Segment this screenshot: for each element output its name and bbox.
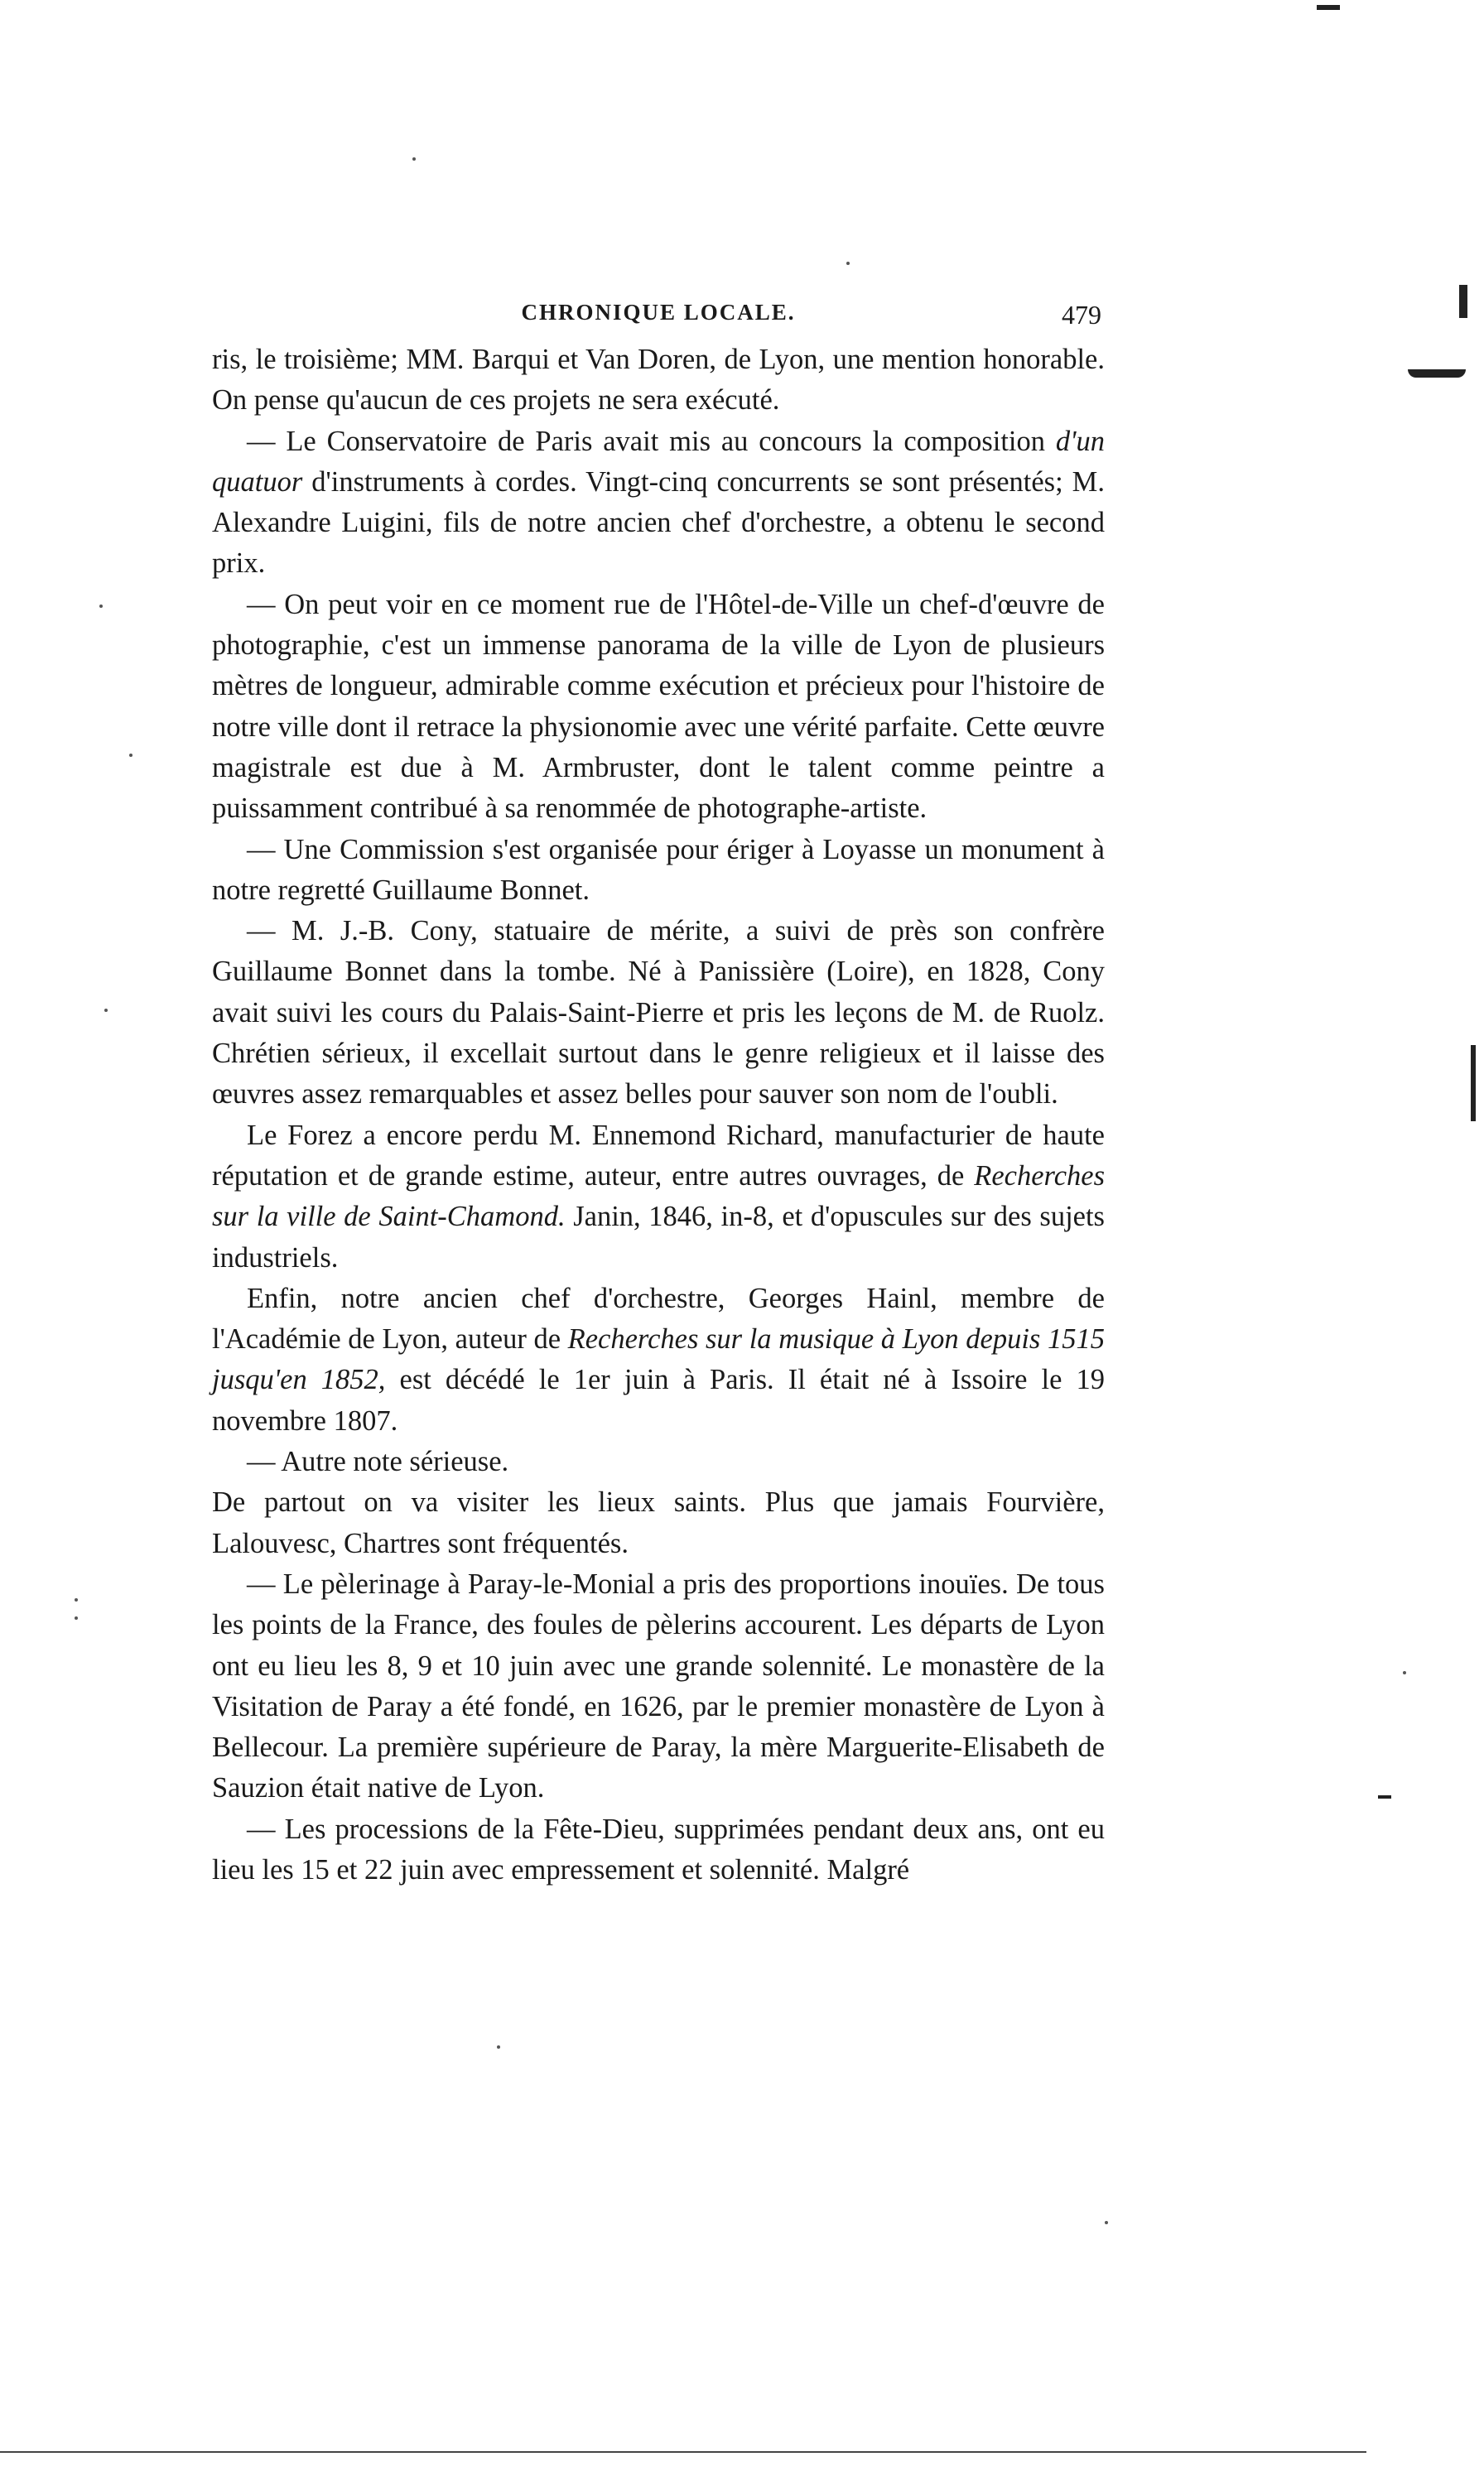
text-run: Janin, 1846, in-8, et d'opuscules sur des sujets industriels.: [212, 1201, 1105, 1274]
text-run: d'instruments à cordes. Vingt-cinq concurrents se sont présentés; M. Alexandre Luigini, fils de notre ancien chef d'orchestre, a obtenu le second prix.: [212, 465, 1105, 580]
paragraph: [212, 1482, 1105, 1564]
running-header: [215, 300, 1101, 336]
paragraph: [212, 1442, 1105, 1482]
paragraph: [212, 1564, 1105, 1809]
paragraph: [212, 1115, 1105, 1279]
paragraph: [212, 911, 1105, 1115]
text-run: ris, le troisième; MM. Barqui et Van Doren, de Lyon, une mention honorable. On pense qu'aucun de ces projets ne sera exécuté.: [212, 344, 1105, 417]
paragraph: [212, 421, 1105, 585]
running-title: CHRONIQUE LOCALE.: [521, 300, 796, 325]
scan-speck: [104, 1009, 108, 1012]
text-run: — Une Commission s'est organisée pour ériger à Loyasse un monument à notre regretté Guillaume Bonnet.: [212, 833, 1105, 906]
scan-mark-right-bar: [1471, 1045, 1476, 1121]
scan-mark-right-dash: [1378, 1795, 1391, 1799]
scan-speck: [412, 157, 416, 161]
scan-mark-right-top: [1459, 285, 1467, 318]
paragraph: [212, 1279, 1105, 1442]
italic-title: Recherches sur la ville de Saint-Chamond.: [212, 1159, 1105, 1233]
text-run: — Les processions de la Fête-Dieu, supprimées pendant deux ans, ont eu lieu les 15 et 22 juin avec empressement et solennité. Malgré: [212, 1813, 1105, 1886]
scan-speck: [1105, 2221, 1108, 2224]
body-text: [212, 340, 1105, 1891]
scan-speck: [75, 1598, 78, 1602]
paragraph: [212, 1809, 1105, 1891]
italic-title: d'un quatuor: [212, 425, 1105, 498]
text-run: Enfin, notre ancien chef d'orchestre, Georges Hainl, membre de l'Académie de Lyon, auteur de: [212, 1282, 1105, 1356]
text-run: — On peut voir en ce moment rue de l'Hôtel-de-Ville un chef-d'œuvre de photographie, c'est un immense panorama de la ville de Lyon de plusieurs mètres de longueur, admirable comme exécution et précieux pour l'histoire de notre ville dont il retrace la physionomie avec une vérité parfaite. Cette œuvre magistrale est due à M. Armbruster, dont le talent comme peintre a puissamment contribué à sa renommée de photographe-artiste.: [212, 588, 1105, 825]
text-run: De partout on va visiter les lieux saints. Plus que jamais Fourvière, Lalouvesc, Chartres sont fréquentés.: [212, 1486, 1105, 1559]
text-run: — M. J.-B. Cony, statuaire de mérite, a suivi de près son confrère Guillaume Bonnet dans la tombe. Né à Panissière (Loire), en 1828, Cony avait suivi les cours du Palais-Saint-Pierre et pris les leçons de M. de Ruolz. Chrétien sérieux, il excellait surtout dans le genre religieux et il laisse des œuvres assez remarquables et assez belles pour sauver son nom de l'oubli.: [212, 915, 1105, 1110]
paragraph: [212, 340, 1105, 421]
text-run: — Le pèlerinage à Paray-le-Monial a pris des proportions inouïes. De tous les points de la France, des foules de pèlerins accourent. Les départs de Lyon ont eu lieu les 8, 9 et 10 juin avec une grande solennité. Le monastère de la Visitation de Paray a été fondé, en 1626, par le premier monastère de Lyon à Bellecour. La première supérieure de Paray, la mère Marguerite-Elisabeth de Sauzion était native de Lyon.: [212, 1568, 1105, 1804]
scan-speck: [75, 1616, 78, 1620]
text-run: est décédé le 1er juin à Paris. Il était né à Issoire le 19 novembre 1807.: [212, 1364, 1106, 1437]
scan-mark-right-curve: [1408, 369, 1466, 378]
text-run: — Le Conservatoire de Paris avait mis au concours la composition: [247, 425, 1056, 457]
scan-bottom-rule: [0, 2451, 1366, 2453]
scan-speck: [129, 754, 132, 757]
scan-speck: [846, 262, 850, 265]
scan-mark-top: [1317, 5, 1340, 10]
scan-speck: [1403, 1671, 1406, 1674]
paragraph: [212, 830, 1105, 912]
scan-speck: [99, 605, 103, 608]
scan-speck: [497, 2045, 500, 2049]
text-run: Le Forez a encore perdu M. Ennemond Richard, manufacturier de haute réputation et de grande estime, auteur, entre autres ouvrages, de: [212, 1119, 1105, 1192]
italic-title: Recherches sur la musique à Lyon depuis 1515 jusqu'en 1852,: [212, 1323, 1105, 1396]
text-run: — Autre note sérieuse.: [247, 1446, 509, 1478]
paragraph: [212, 585, 1105, 830]
page-number: 479: [1062, 300, 1101, 330]
